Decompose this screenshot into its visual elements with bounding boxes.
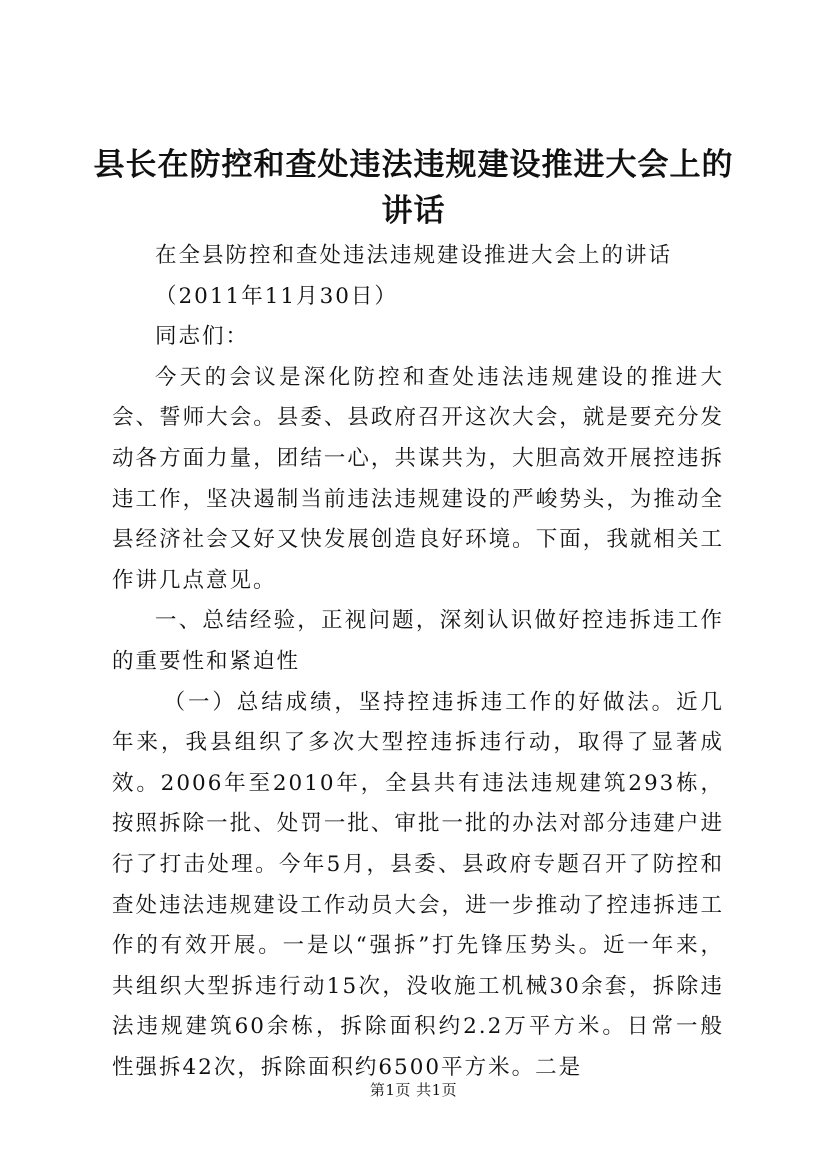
document-body xyxy=(112,236,724,1088)
page-footer: 第1页 共1页 xyxy=(369,1081,458,1099)
subsection-paragraph-1: （一）总结成绩，坚持控违拆违工作的好做法。近几年来，我县组织了多次大型控违拆违行动，取得了显著成效。2006年至2010年，全县共有违法违规建筑293栋，按照拆除一批、处罚一批、审批一批的办法对部分违建户进行了打击处理。今年5月，县委、县政府专题召开了防控和查处违法违规建设工作动员大会，进一步推动了控违拆违工作的有效开展。一是以“强拆”打先锋压势头。近一年来，共组织大型拆违行动15次，没收施工机械30余套，拆除违法违规建筑60余栋，拆除面积约2.2万平方米。日常一般性强拆42次，拆除面积约6500平方米。二是 xyxy=(112,689,724,1080)
salutation: 同志们： xyxy=(155,324,250,350)
intro-paragraph: 今天的会议是深化防控和查处违法违规建设的推进大会、誓师大会。县委、县政府召开这次大会，就是要充分发动各方面力量，团结一心，共谋共为，大胆高效开展控违拆违工作，坚决遏制当前违法违规建设的严峻势头，为推动全县经济社会又好又快发展创造良好环境。下面，我就相关工作讲几点意见。 xyxy=(112,364,724,593)
document-title: 县长在防控和查处违法违规建设推进大会上的讲话 xyxy=(93,147,734,229)
section-heading-1: 一、总结经验，正视问题，深刻认识做好控违拆违工作的重要性和紧迫性 xyxy=(112,608,724,674)
speech-heading: 在全县防控和查处违法违规建设推进大会上的讲话 xyxy=(155,243,673,268)
speech-date: （2011年11月30日） xyxy=(155,283,398,309)
